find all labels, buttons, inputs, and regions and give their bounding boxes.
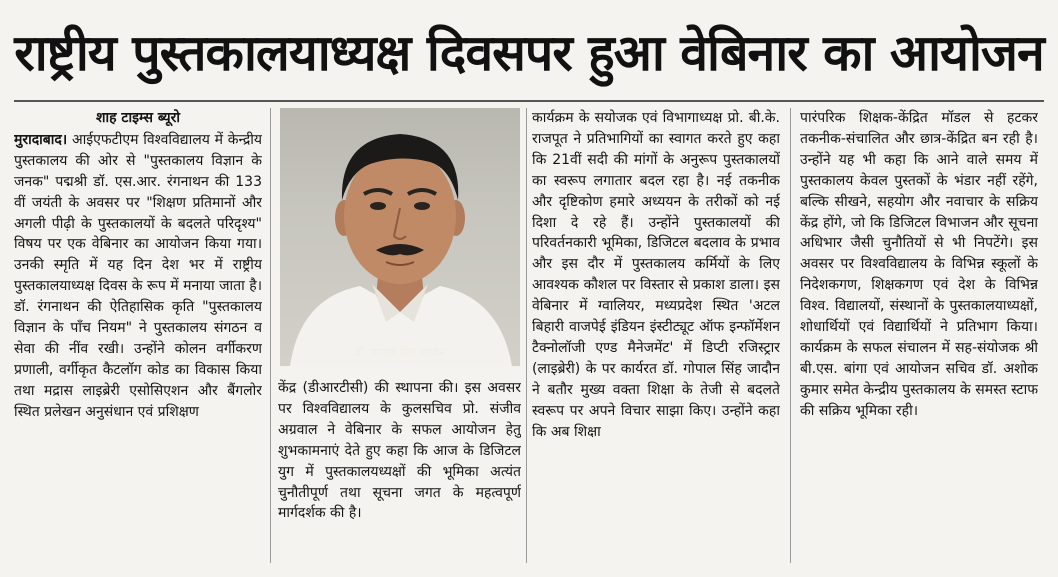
column-3-text: कार्यक्रम के सयोजक एवं विभागाध्यक्ष प्रो. बी.के. राजपूत ने प्रतिभागियों का स्वागत करते हुए कहा कि 21वीं सदी की मांगों के अनुरूप पुस्तकालयों का स्वरूप लगातार बदल रहा है। नई तकनीक और दृष्टिकोण हमारे अध्ययन के तरीकों को नई दिशा दे रहे हैं। उन्होंने पुस्तकालयों की परिवर्तनकारी भूमिका, डिजिटल बदलाव के प्रभाव और इस दौर में पुस्तकालय कर्मियों के लिए आवश्यक कौशल पर विस्तार से प्रकाश डाला। इस वेबिनार में ग्वालियर, मध्यप्रदेश स्थित 'अटल बिहारी वाजपेई इंडियन इंस्टीट्यूट ऑफ इन्फॉर्मेशन टैक्नोलॉजी एण्ड मैनेजमेंट' में डिप्टी रजिस्ट्रार (लाइब्रेरी) के पर कार्यरत डॉ. गोपाल सिंह जादौन ने बतौर मुख्य वक्ता शिक्षा के तेजी से बदलते स्वरूप पर अपने विचार साझा किए। उन्होंने कहा कि अब शिक्षा bbox=[532, 110, 780, 440]
column-2-text: केंद्र (डीआरटीसी) की स्थापना की। इस अवसर पर विश्वविद्यालय के कुलसचिव प्रो. संजीव अग्रवाल ने वेबिनार के सफल आयोजन हेतु शुभकामनाएं देते हुए कहा कि आज के डिजिटल युग में पुस्तकालयध्यक्षों की भूमिका अत्यंत चुनौतीपूर्ण तथा सूचना जगत के महत्वपूर्ण मार्गदर्शक की है। bbox=[278, 380, 521, 522]
column-divider bbox=[270, 108, 271, 563]
article-column-1 bbox=[14, 108, 262, 568]
column-4-text: पारंपरिक शिक्षक-केंद्रित मॉडल से हटकर तकनीक-संचालित और छात्र-केंद्रित बन रही है। उन्होंने यह भी कहा कि आने वाले समय में पुस्तकालय केवल पुस्तकों के भंडार नहीं रहेंगे, बल्कि सीखने, सहयोग और नवाचार के सक्रिय केंद्र होंगे, जो कि डिजिटल विभाजन और सूचना अधिभार जैसी चुनौतियों से भी निपटेंगे। इस अवसर पर विश्वविद्यालय के विभिन्न स्कूलों के निदेशकगण, शिक्षकगण एवं देश के विभिन्न विश्व. विद्यालयों, संस्थानों के पुस्तकालयाध्यक्षों, शोधार्थियों एवं विद्यार्थियों ने प्रतिभाग किया। कार्यक्रम के सफल संचालन में सह-संयोजक श्री बी.एस. बांगा एवं आयोजन सचिव डॉ. अशोक कुमार समेत केन्द्रीय पुस्तकालय के समस्त स्टाफ की सक्रिय भूमिका रही। bbox=[800, 110, 1038, 419]
column-1-paragraph bbox=[14, 130, 262, 423]
headline-rule bbox=[14, 100, 1044, 102]
column-divider bbox=[790, 108, 791, 563]
dateline: मुरादाबाद। bbox=[14, 131, 68, 148]
article-column-2 bbox=[278, 378, 521, 568]
photo-caption: डॉ. गोपाल सिंह जादौन bbox=[354, 346, 446, 359]
column-divider bbox=[526, 108, 527, 563]
article-column-4 bbox=[800, 108, 1038, 568]
headline: राष्ट्रीय पुस्तकालयाध्यक्ष दिवसपर हुआ वेबिनार का आयोजन bbox=[14, 24, 1044, 82]
byline: शाह टाइम्स ब्यूरो bbox=[95, 110, 181, 126]
speaker-photo bbox=[280, 108, 520, 366]
article-column-3 bbox=[532, 108, 780, 568]
column-1-text: आईएफटीएम विश्वविद्यालय में केन्द्रीय पुस्तकालय की ओर से "पुस्तकालय विज्ञान के जनक" पद्मश्री डॉ. एस.आर. रंगनाथन की 133 वीं जयंती के अवसर पर "शिक्षण प्रतिमानों और अगली पीढ़ी के पुस्तकालयों के बदलते परिदृश्य" विषय पर एक वेबिनार का आयोजन किया गया। उनकी स्मृति में यह दिन देश भर में राष्ट्रीय पुस्तकालयाध्यक्ष दिवस के रूप में मनाया जाता है। डॉ. रंगनाथन की ऐतिहासिक कृति "पुस्तकालय विज्ञान के पाँच नियम" ने पुस्तकालय संगठन व सेवा की नींव रखी। उन्होंने कोलन वर्गीकरण प्रणाली, वर्गीकृत कैटलॉग कोड का विकास किया तथा मद्रास लाइब्रेरी एसोसिएशन और बैंगलोर स्थित प्रलेखन अनुसंधान एवं प्रशिक्षण bbox=[14, 131, 262, 420]
speaker-portrait-image bbox=[280, 108, 520, 366]
